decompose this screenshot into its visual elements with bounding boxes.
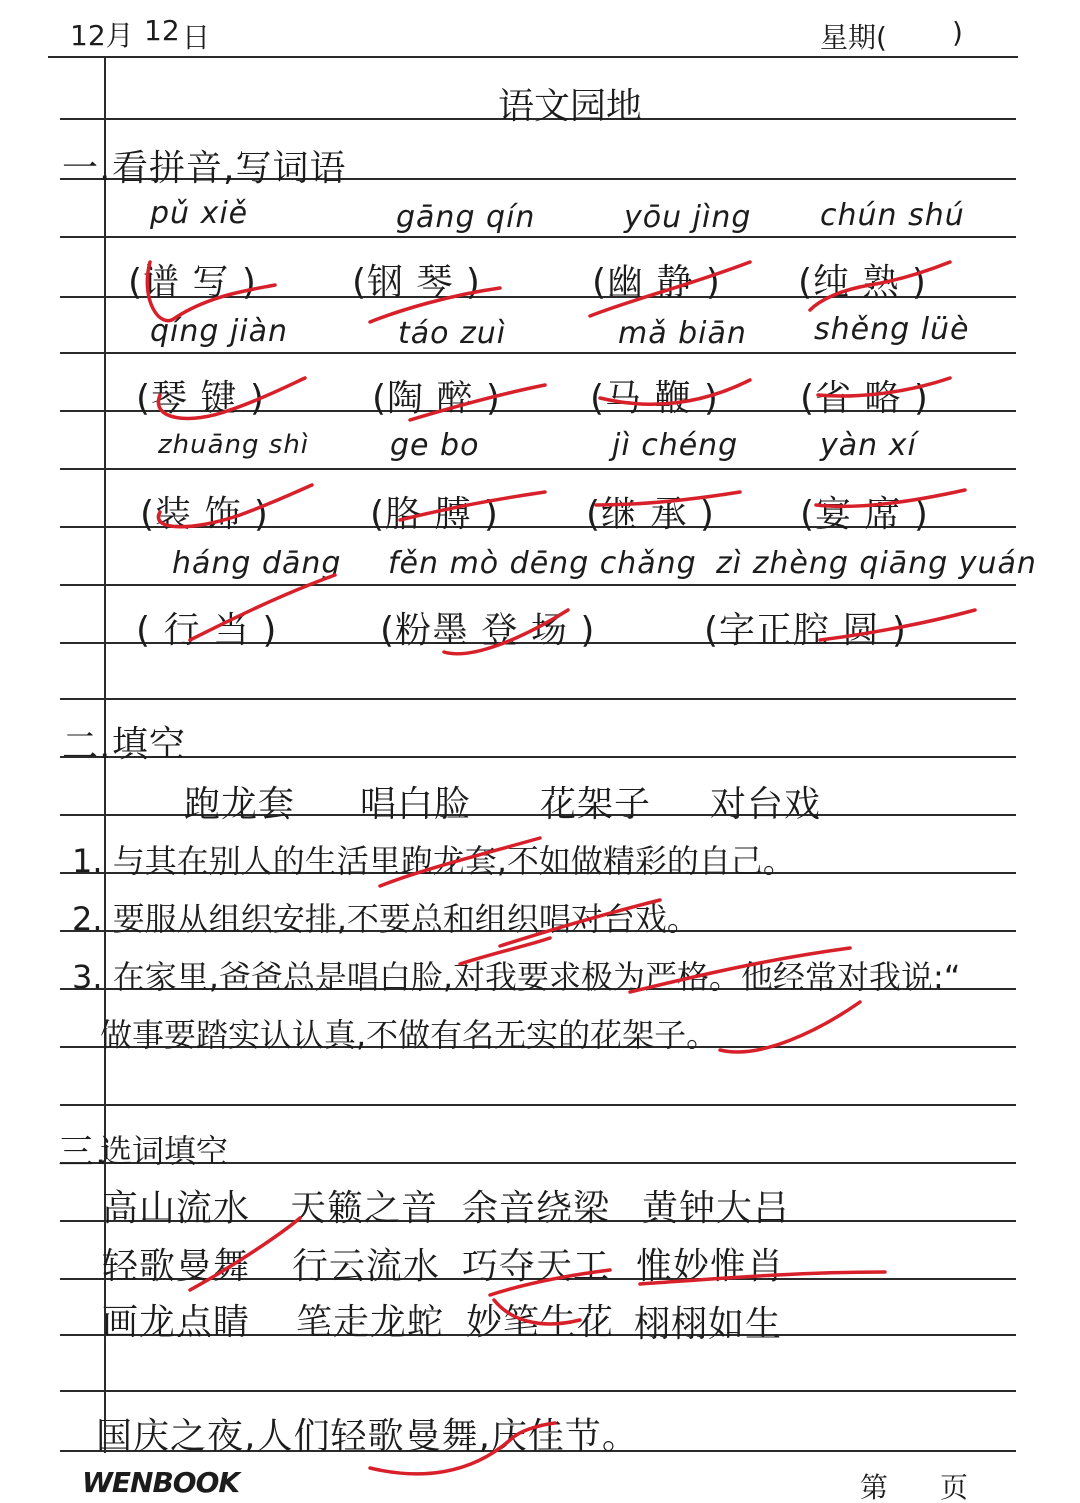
word-answer: (胳 膊 ) <box>370 494 499 535</box>
section3-number: 三. <box>58 1132 108 1173</box>
fill-sentence: 1. 与其在别人的生活里跑龙套,不如做精彩的自己。 <box>72 842 795 880</box>
fill-sentence: 做事要踏实认认真,不做有名无实的花架子。 <box>100 1016 719 1054</box>
pinyin: fěn mò dēng chǎng <box>388 546 697 581</box>
page-label-right: 页 <box>940 1471 969 1503</box>
word-answer: (粉墨 登 场 ) <box>380 610 596 651</box>
idiom: 轻歌曼舞 <box>102 1246 251 1287</box>
idiom: 余音绕梁 <box>462 1188 611 1229</box>
word-answer: (钢 琴 ) <box>352 262 481 303</box>
idiom: 天籁之音 <box>290 1188 439 1229</box>
idiom: 画龙点睛 <box>102 1302 251 1343</box>
section2-number: 二. <box>62 726 112 767</box>
weekday-label: 星期( <box>820 21 887 54</box>
word-answer: (陶 醉 ) <box>372 378 501 419</box>
idiom: 黄钟大吕 <box>642 1188 791 1229</box>
word-answer: (字正腔 圆 ) <box>704 610 907 651</box>
option-word: 唱白脸 <box>360 784 472 825</box>
option-word: 花架子 <box>540 784 652 825</box>
rule-line <box>60 1390 1016 1392</box>
pinyin: yōu jìng <box>624 200 752 235</box>
idiom: 笔走龙蛇 <box>296 1302 445 1343</box>
idiom: 惟妙惟肖 <box>636 1246 785 1287</box>
option-word: 对台戏 <box>710 784 822 825</box>
rule-line <box>60 584 1016 586</box>
rule-line <box>48 56 1018 58</box>
pinyin: chún shú <box>820 198 965 233</box>
example-sentence: 国庆之夜,人们轻歌曼舞,庆佳节。 <box>96 1416 639 1457</box>
pinyin: jì chéng <box>612 428 739 463</box>
rule-line <box>60 236 1016 238</box>
word-answer: (纯 熟 ) <box>798 262 927 303</box>
word-answer: (继 承 ) <box>586 494 715 535</box>
pinyin: shěng lüè <box>814 312 970 347</box>
word-answer: (省 略 ) <box>800 378 929 419</box>
word-answer: (谱 写 ) <box>128 262 257 303</box>
word-answer: (马 鞭 ) <box>590 378 719 419</box>
idiom: 高山流水 <box>102 1188 251 1229</box>
idiom: 妙笔生花 <box>466 1302 615 1343</box>
date-day: 12 <box>144 14 180 47</box>
weekday-close: ) <box>952 16 963 49</box>
pinyin: háng dāng <box>172 546 342 581</box>
rule-line <box>60 468 1016 470</box>
section1-heading: 看拼音,写词语 <box>112 148 347 189</box>
pinyin: ge bo <box>390 428 480 463</box>
word-answer: (宴 席 ) <box>800 494 929 535</box>
idiom: 巧夺天工 <box>462 1246 611 1287</box>
pinyin: yàn xí <box>820 428 917 463</box>
page-label-left: 第 <box>860 1471 889 1503</box>
brand-logo: WENBOOK <box>82 1466 240 1499</box>
fill-sentence: 3. 在家里,爸爸总是唱白脸,对我要求极为严格。他经常对我说:“ <box>72 958 961 996</box>
word-answer: (幽 静 ) <box>592 262 721 303</box>
pinyin: qíng jiàn <box>150 314 289 349</box>
word-answer: (装 饰 ) <box>140 494 269 535</box>
pinyin: zì zhèng qiāng yuán <box>716 546 1037 581</box>
word-answer: (琴 键 ) <box>136 378 265 419</box>
section3-heading: 选词填空 <box>100 1132 229 1170</box>
fill-sentence: 2. 要服从组织安排,不要总和组织唱对台戏。 <box>72 900 699 938</box>
option-word: 跑龙套 <box>184 784 296 825</box>
date-month: 12月 <box>70 19 134 52</box>
page-title: 语文园地 <box>498 86 643 127</box>
pinyin: zhuāng shì <box>158 430 310 460</box>
rule-line <box>60 352 1016 354</box>
section2-heading: 填空 <box>112 724 187 765</box>
pinyin: mǎ biān <box>618 316 747 351</box>
pinyin: pǔ xiě <box>150 196 249 231</box>
idiom: 栩栩如生 <box>634 1304 783 1345</box>
pinyin: táo zuì <box>398 316 507 351</box>
correction-tick <box>720 1002 860 1052</box>
rule-line <box>60 698 1016 700</box>
rule-line <box>60 756 1016 758</box>
rule-line <box>60 1104 1016 1106</box>
date-day-suffix: 日 <box>182 21 211 54</box>
pinyin: gāng qín <box>396 200 536 235</box>
section1-number: 一. <box>62 148 112 189</box>
word-answer: ( 行 当 ) <box>136 610 278 651</box>
idiom: 行云流水 <box>292 1246 441 1287</box>
